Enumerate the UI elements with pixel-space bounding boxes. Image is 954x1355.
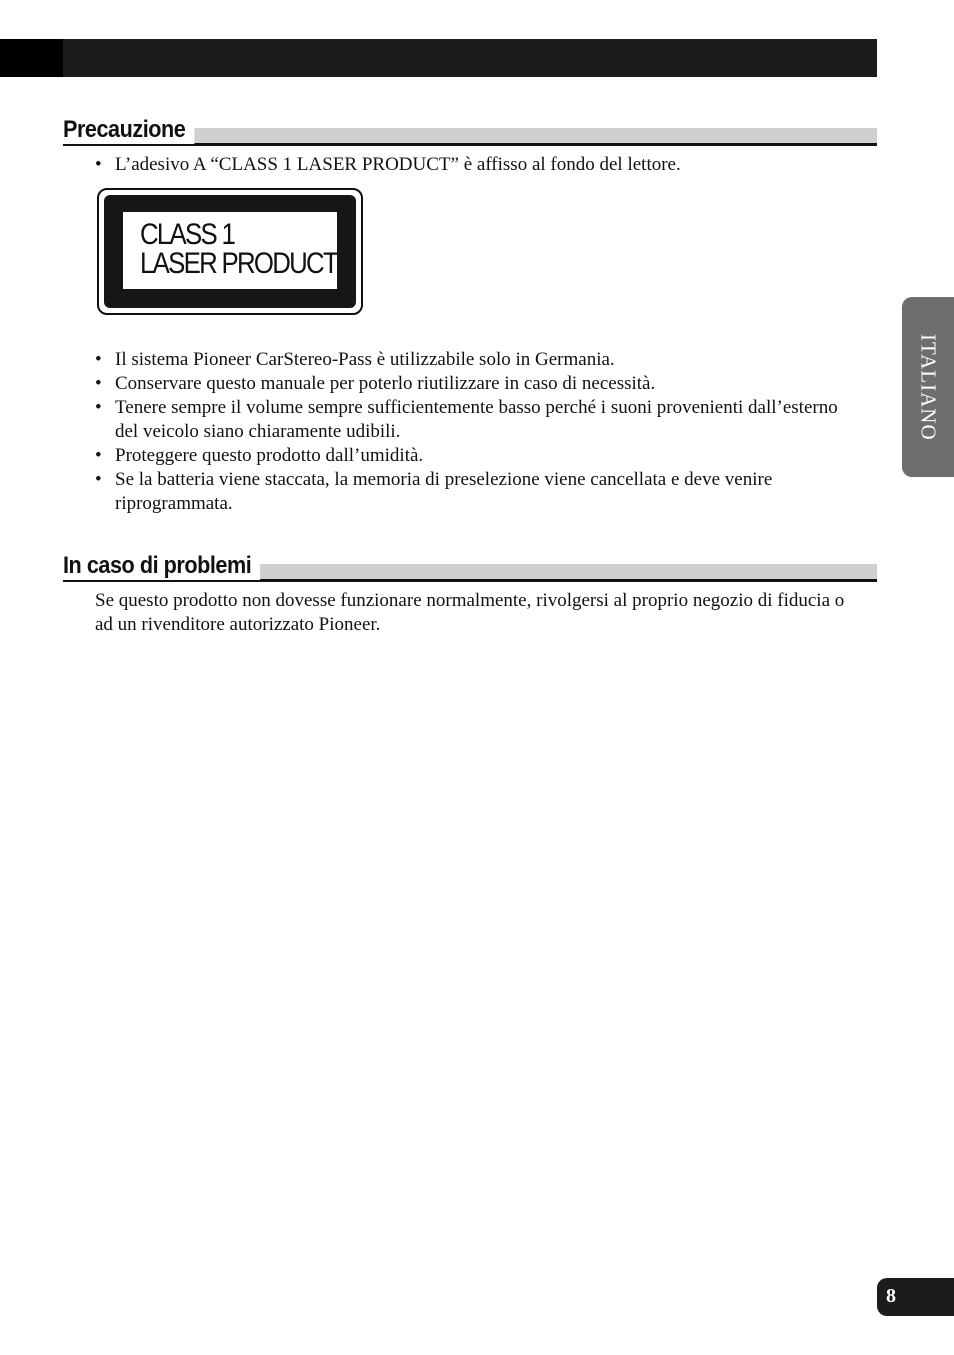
list-item-text: Il sistema Pioneer CarStereo-Pass è utilizzabile solo in Germania. (115, 349, 615, 370)
bullet-icon: • (95, 154, 102, 175)
precauzione-list-intro (95, 153, 845, 177)
bullet-icon: • (95, 397, 102, 418)
label-line-2: LASER PRODUCT (140, 247, 337, 280)
list-item (95, 372, 845, 396)
section-title-problemi: In caso di problemi (63, 552, 260, 580)
bullet-icon: • (95, 445, 102, 466)
class1-laser-label-plate (123, 212, 337, 289)
section-header-problemi (63, 548, 877, 582)
top-header-bar-notch (0, 39, 63, 77)
problemi-paragraph: Se questo prodotto non dovesse funzionare normalmente, rivolgersi al proprio negozio di fiducia o ad un rivenditore autorizzato Pioneer. (95, 590, 845, 635)
list-item (95, 153, 845, 177)
top-header-bar (0, 39, 877, 77)
language-side-tab (902, 297, 954, 477)
bullet-icon: • (95, 349, 102, 370)
list-item-text: Tenere sempre il volume sempre sufficientemente basso perché i suoni provenienti dall’esterno del veicolo siano chiaramente udibili. (115, 397, 838, 442)
list-item-text: Se la batteria viene staccata, la memoria di preselezione viene cancellata e deve venire riprogrammata. (115, 469, 773, 514)
section-title-precauzione: Precauzione (63, 116, 194, 144)
page-number-tab (877, 1278, 954, 1316)
page-number: 8 (886, 1285, 896, 1307)
list-item (95, 444, 845, 468)
class1-laser-label (97, 188, 363, 315)
list-item (95, 348, 845, 372)
language-side-tab-label: ITALIANO (916, 333, 941, 441)
list-item (95, 468, 845, 516)
list-item-text: Conservare questo manuale per poterlo riutilizzare in caso di necessità. (115, 373, 656, 394)
bullet-icon: • (95, 469, 102, 490)
section-header-precauzione (63, 112, 877, 146)
precauzione-list (95, 348, 845, 516)
list-item-text: Proteggere questo prodotto dall’umidità. (115, 445, 424, 466)
list-item-text: L’adesivo A “CLASS 1 LASER PRODUCT” è affisso al fondo del lettore. (115, 154, 681, 175)
bullet-icon: • (95, 373, 102, 394)
class1-laser-label-text (140, 220, 337, 278)
label-line-1: CLASS 1 (140, 218, 235, 251)
list-item (95, 396, 845, 444)
